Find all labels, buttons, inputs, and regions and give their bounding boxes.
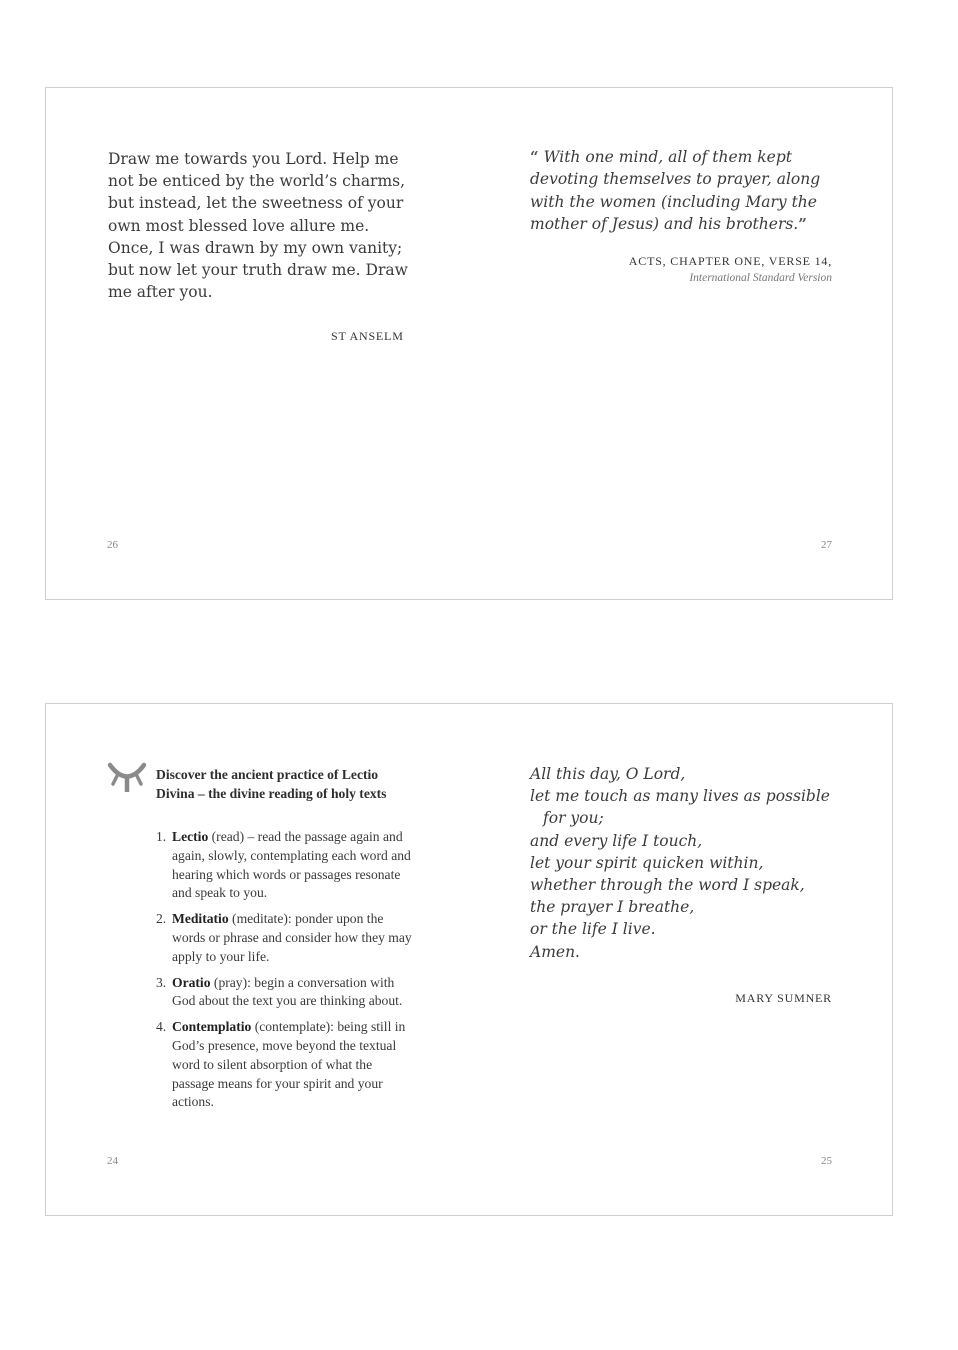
st-anselm-attribution: ST ANSELM: [331, 329, 404, 343]
spread-pages-24-25: [45, 703, 893, 1216]
poem-line: the prayer I breathe,: [530, 898, 695, 917]
poem-line: or the life I live.: [530, 920, 656, 939]
step-item: [156, 1018, 414, 1112]
step-item: [156, 910, 414, 966]
page-number-25: 25: [821, 1155, 832, 1167]
step-description: (read) – read the passage again and again, slowly, contemplating each word and hearing which words or passages resonate and speak to you.: [172, 829, 411, 901]
step-number: 1.: [156, 829, 167, 844]
step-item: [156, 828, 414, 903]
mary-sumner-prayer: [530, 763, 840, 963]
close-quote-mark: ”: [798, 214, 807, 233]
lectio-divina-symbol-icon: [107, 762, 147, 792]
step-description: (contemplate): being still in God’s presence, move beyond the textual word to silent absorption of what the passage means for your spirit and your actions.: [172, 1019, 406, 1110]
poem-line: for you;: [543, 809, 604, 828]
step-term: Lectio: [172, 829, 209, 844]
bible-version: International Standard Version: [689, 272, 832, 284]
acts-quote-text: With one mind, all of them kept devoting themselves to prayer, along with the women (including Mary the mother of Jesus) and his brothers.: [530, 148, 821, 233]
page-number-26: 26: [107, 539, 118, 551]
lectio-divina-heading: Discover the ancient practice of Lectio Divina – the divine reading of holy texts: [156, 767, 387, 801]
poem-line: let me touch as many lives as possible: [530, 787, 830, 806]
poem-line: Amen.: [530, 942, 580, 961]
step-term: Oratio: [172, 974, 211, 990]
step-description: (pray): begin a conversation with God about the text you are thinking about.: [172, 974, 403, 1009]
acts-quote: [530, 146, 830, 235]
step-number: 2.: [156, 911, 167, 927]
step-item: [156, 974, 414, 1012]
acts-reference: ACTS, CHAPTER ONE, VERSE 14,: [628, 254, 832, 268]
spread-pages-26-27: [45, 87, 893, 600]
lectio-divina-steps: [156, 828, 414, 1119]
page-number-27: 27: [821, 539, 832, 551]
poem-line: and every life I touch,: [530, 831, 703, 850]
step-description: (meditate): ponder upon the words or phrase and consider how they may apply to your life.: [172, 911, 412, 964]
page-number-24: 24: [107, 1155, 118, 1167]
st-anselm-quote: Draw me towards you Lord. Help me not be enticed by the world’s charms, but instead, let the sweetness of your own most blessed love allure me. Once, I was drawn by my own vanity; but now let your truth draw me. Draw me after you.: [108, 150, 408, 302]
step-term: Meditatio: [172, 911, 229, 927]
step-term: Contemplatio: [172, 1019, 252, 1035]
open-quote-mark: “: [530, 148, 539, 166]
poem-line: All this day, O Lord,: [530, 765, 686, 783]
step-number: 3.: [156, 974, 167, 990]
mary-sumner-attribution: MARY SUMNER: [735, 991, 832, 1005]
step-number: 4.: [156, 1019, 167, 1035]
poem-line: let your spirit quicken within,: [530, 853, 764, 872]
poem-line: whether through the word I speak,: [530, 876, 805, 895]
